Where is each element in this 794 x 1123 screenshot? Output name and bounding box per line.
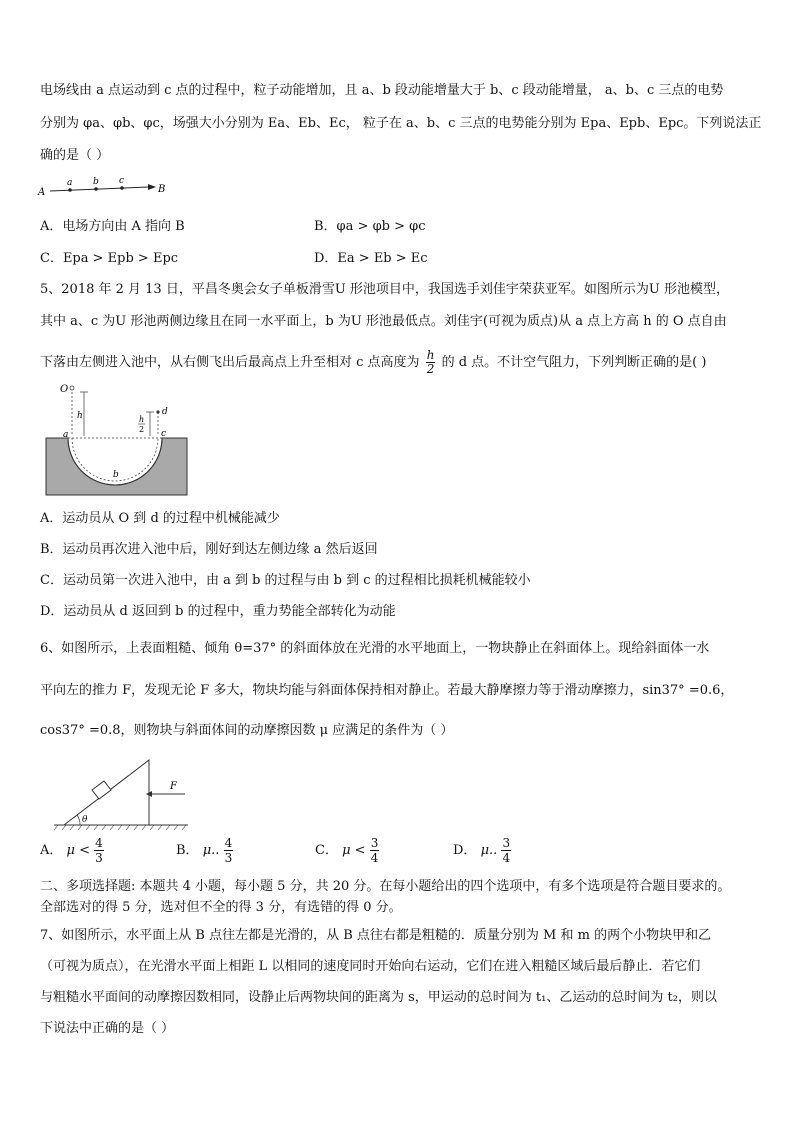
angle-arc (77, 815, 80, 825)
label-h2-num: h (139, 415, 145, 424)
q6-incline-figure (52, 756, 192, 832)
fraction-denominator: 3 (95, 851, 103, 865)
label-c: c (119, 176, 125, 186)
option-relation: μ.. (480, 843, 498, 858)
q5-option-d[interactable]: D．运动员从 d 返回到 b 的过程中，重力势能全部转化为动能 (40, 604, 396, 619)
q5-line-1: 5、2018 年 2 月 13 日，平昌冬奥会女子单板滑雪U 形池项目中，我国选手刘佳宇荣获亚军。如图所示为U 形池模型， (40, 282, 730, 297)
q5-line-3-start: 下落由左侧进入池中，从右侧飞出后最高点上升至相对 c 点高度为 (40, 355, 420, 370)
fraction-numerator: h (426, 348, 435, 362)
label-B: B (158, 184, 166, 195)
q5-line-3-end: 的 d 点。不计空气阻力，下列判断正确的是( ) (441, 355, 707, 370)
q6-option-a[interactable] (40, 836, 104, 865)
point-c (120, 186, 124, 190)
option-relation: μ < (66, 843, 91, 858)
q5-fraction-h-over-2 (426, 349, 436, 376)
label-h2-den: 2 (139, 425, 145, 434)
pool-body (46, 438, 187, 495)
q4-line-3: 确的是（ ） (40, 148, 110, 163)
q4-option-a[interactable]: A．电场方向由 A 指向 B (40, 219, 185, 234)
q4-line-1: 电场线由 a 点运动到 c 点的过程中，粒子动能增加，且 a、b 段动能增量大于 b、c 段动能增量， a、b、c 三点的电势 (40, 83, 724, 98)
fraction-numerator: 4 (224, 836, 233, 850)
fraction-denominator: 2 (426, 362, 435, 376)
point-a (68, 188, 72, 192)
fraction-denominator: 3 (224, 851, 233, 865)
q6-line-1: 6、如图所示，上表面粗糙、倾角 θ=37° 的斜面体放在光滑的水平地面上，一物块静止在斜面体上。现给斜面体一水 (40, 641, 710, 656)
q7-line-2: （可视为质点），在光滑水平面上相距 L 以相同的速度同时开始向右运动，它们在进入粗糙区域后最后静止．若它们 (40, 959, 701, 974)
ground-hatching (54, 825, 186, 830)
block (92, 781, 111, 799)
q6-line-2: 平向左的推力 F，发现无论 F 多大，物块均能与斜面体保持相对静止。若最大静摩擦力等于滑动摩擦力，sin37° =0.6， (40, 683, 734, 698)
q7-line-1: 7、如图所示，水平面上从 B 点往左都是光滑的，从 B 点往右都是粗糙的．质量分别为 M 和 m 的两个小物块甲和乙 (40, 928, 712, 943)
label-A: A (38, 187, 46, 198)
arrow-head-icon (148, 184, 156, 190)
option-fraction (94, 836, 104, 865)
point-O (70, 386, 74, 390)
field-line (50, 187, 148, 191)
label-O: O (60, 384, 69, 395)
q6-option-c[interactable] (315, 836, 379, 865)
q6-option-b[interactable] (176, 836, 233, 865)
fraction-numerator: 3 (370, 836, 379, 850)
label-d: d (162, 407, 168, 417)
fraction-numerator: 4 (95, 836, 103, 850)
label-theta: θ (82, 815, 88, 825)
fraction-denominator: 4 (370, 851, 379, 865)
q5-line-3 (40, 349, 706, 376)
point-d (156, 410, 159, 413)
q7-line-3: 与粗糙水平面间的动摩擦因数相同，设静止后两物块间的距离为 s，甲运动的总时间为 t₁、乙运动的总时间为 t₂，则以 (40, 990, 717, 1005)
fraction-denominator: 4 (502, 851, 511, 865)
q5-option-c[interactable]: C．运动员第一次进入池中，由 a 到 b 的过程与由 b 到 c 的过程相比损耗机械能较小 (40, 573, 531, 588)
q5-option-a[interactable]: A．运动员从 O 到 d 的过程中机械能减少 (40, 511, 280, 526)
label-a: a (63, 430, 69, 440)
label-c: c (161, 429, 167, 439)
option-letter: D． (453, 843, 477, 858)
q4-option-d[interactable]: D．Ea > Eb > Ec (314, 251, 428, 266)
q7-line-4: 下说法中正确的是（ ） (40, 1021, 175, 1036)
q4-option-b[interactable]: B．φa > φb > φc (314, 219, 426, 234)
label-b: b (93, 177, 99, 187)
q5-option-b[interactable]: B．运动员再次进入池中后，刚好到达左侧边缘 a 然后返回 (40, 542, 378, 557)
section-2-line-1: 二、多项选择题: 本题共 4 小题，每小题 5 分，共 20 分。在每小题给出的四个选项中，有多个选项是符合题目要求的。 (40, 879, 731, 894)
label-h: h (77, 411, 83, 421)
option-fraction (501, 836, 511, 865)
option-letter: C． (315, 843, 338, 858)
label-F: F (170, 781, 177, 792)
q4-option-c[interactable]: C．Epa > Epb > Epc (40, 251, 179, 266)
fraction-numerator: 3 (502, 836, 511, 850)
q5-u-pool-figure (44, 378, 194, 498)
point-b (94, 187, 98, 191)
option-fraction (224, 836, 234, 865)
q6-line-3: cos37° =0.8，则物块与斜面体间的动摩擦因数 μ 应满足的条件为（ ） (40, 723, 454, 738)
q6-option-d[interactable] (453, 836, 511, 865)
label-a: a (67, 178, 73, 188)
q4-line-2: 分别为 φa、φb、φc，场强大小分别为 Ea、Eb、Ec， 粒子在 a、b、c 三点的电势能分别为 Epa、Epb、Epc。下列说法正 (40, 116, 762, 131)
option-relation: μ.. (202, 843, 220, 858)
label-b: b (113, 470, 119, 480)
q5-line-2: 其中 a、c 为U 形池两侧边缘且在同一水平面上，b 为U 形池最低点。刘佳宇(可视为质点)从 a 点上方高 h 的 O 点自由 (40, 314, 727, 329)
q4-field-line-figure (36, 176, 166, 200)
option-relation: μ < (342, 843, 366, 858)
option-letter: B． (176, 843, 199, 858)
section-2-line-2: 全部选对的得 5 分，选对但不全的得 3 分，有选错的得 0 分。 (40, 900, 402, 915)
option-letter: A． (40, 843, 63, 858)
option-fraction (370, 836, 380, 865)
